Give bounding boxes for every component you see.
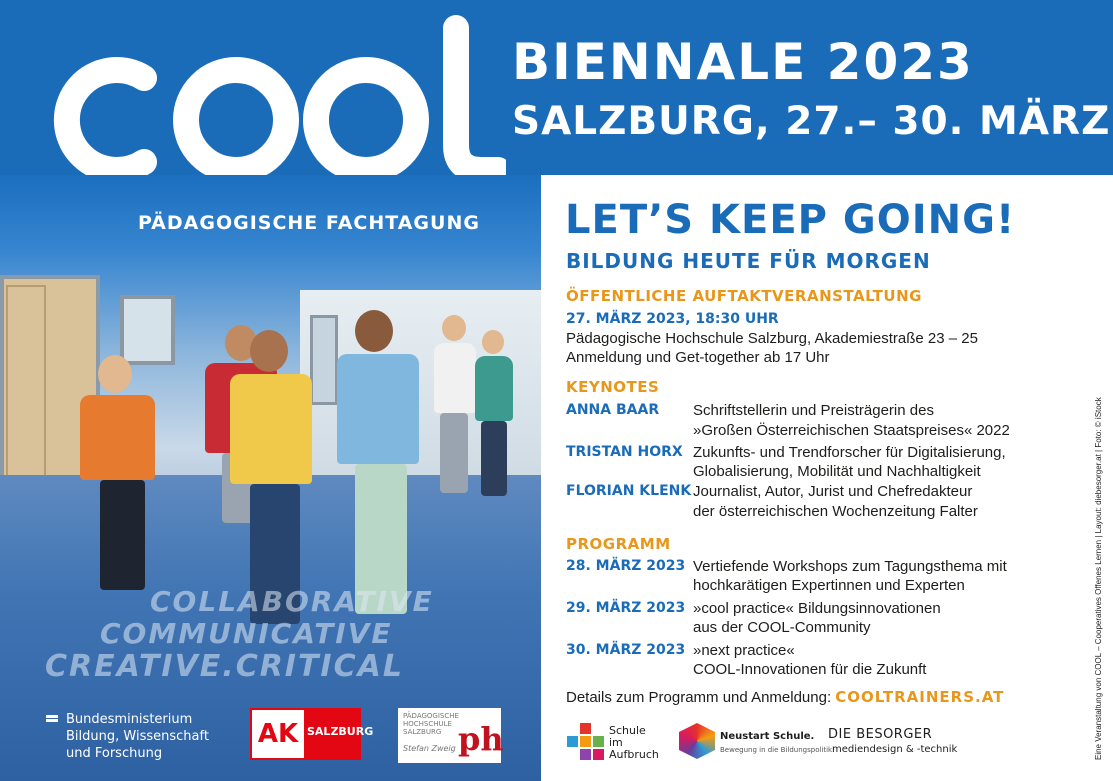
keynote-description: »Großen Österreichischen Staatspreises« 2022 — [693, 422, 1010, 439]
opening-note: Anmeldung und Get-together ab 17 Uhr — [566, 349, 830, 366]
programm-heading: PROGRAMM — [566, 535, 671, 553]
keynotes-heading: KEYNOTES — [566, 378, 660, 396]
neustart-subtitle: Bewegung in die Bildungspolitik! — [720, 746, 835, 754]
event-details-panel — [541, 175, 1113, 781]
cool-logo-mark — [36, 10, 506, 200]
flag-icon — [46, 715, 58, 725]
ph-line: SALZBURG — [403, 728, 442, 736]
neustart-title: Neustart Schule. — [720, 731, 815, 742]
opening-location: Pädagogische Hochschule Salzburg, Akademiestraße 23 – 25 — [566, 330, 978, 347]
keynote-description: Globalisierung, Mobilität und Nachhaltigkeit — [693, 463, 981, 480]
subheadline: BILDUNG HEUTE FÜR MORGEN — [566, 249, 931, 273]
ak-mark: AK — [252, 710, 304, 758]
student-figure — [325, 310, 435, 630]
student-figure — [70, 355, 180, 595]
programm-description: COOL-Innovationen für die Zukunft — [693, 661, 927, 678]
keynote-description: Journalist, Autor, Jurist und Chefredakteur — [693, 483, 973, 500]
wordmark-communicative: COMMUNICATIVE — [100, 617, 393, 650]
ph-signature: Stefan Zweig — [403, 744, 456, 753]
programm-description: »cool practice« Bildungsinnovationen — [693, 600, 941, 617]
besorger-subtitle: mediendesign & -technik — [832, 744, 958, 755]
event-location-date: SALZBURG, 27.– 30. MÄRZ — [512, 99, 1111, 144]
details-text: Details zum Programm und Anmeldung: — [566, 689, 832, 706]
programm-description: »next practice« — [693, 642, 795, 659]
details-line — [566, 688, 1004, 706]
wordmark-collaborative: COLLABORATIVE — [150, 585, 434, 618]
ak-salzburg-logo — [250, 708, 374, 760]
ministry-line: und Forschung — [66, 746, 163, 761]
hero-photo — [0, 175, 541, 781]
sia-line: Schule — [609, 724, 646, 737]
hexagon-icon — [679, 723, 715, 759]
keynote-description: Schriftstellerin und Preisträgerin des — [693, 402, 934, 419]
wordmark-creative-critical: CREATIVE.CRITICAL — [45, 649, 404, 684]
ph-salzburg-logo — [398, 708, 504, 763]
header-band — [0, 0, 1113, 175]
website-link[interactable]: COOLTRAINERS.AT — [835, 688, 1005, 706]
sia-line: im — [609, 736, 623, 749]
conference-tagline: PÄDAGOGISCHE FACHTAGUNG — [138, 212, 480, 234]
ph-mark: ph — [458, 720, 504, 758]
ph-line: PÄDAGOGISCHE — [403, 712, 459, 720]
keynote-name: FLORIAN KLENK — [566, 483, 692, 499]
ph-line: HOCHSCHULE — [403, 720, 452, 728]
keynote-name: TRISTAN HORX — [566, 444, 683, 460]
opening-date: 27. MÄRZ 2023, 18:30 UHR — [566, 311, 779, 327]
opening-heading: ÖFFENTLICHE AUFTAKTVERANSTALTUNG — [566, 287, 922, 305]
ministry-line: Bundesministerium — [66, 712, 193, 727]
ministry-line: Bildung, Wissenschaft — [66, 729, 209, 744]
ak-text: SALZBURG — [307, 725, 374, 738]
programm-description: Vertiefende Workshops zum Tagungsthema mit — [693, 558, 1007, 575]
besorger-title: DIE BESORGER — [828, 727, 933, 742]
programm-description: hochkarätigen Expertinnen und Experten — [693, 577, 965, 594]
grid-icon — [567, 723, 605, 761]
programm-description: aus der COOL-Community — [693, 619, 871, 636]
keynote-name: ANNA BAAR — [566, 402, 660, 418]
programm-date: 28. MÄRZ 2023 — [566, 558, 686, 574]
student-figure — [472, 330, 517, 500]
programm-date: 29. MÄRZ 2023 — [566, 600, 686, 616]
programm-date: 30. MÄRZ 2023 — [566, 642, 686, 658]
keynote-description: Zukunfts- und Trendforscher für Digitalisierung, — [693, 444, 1006, 461]
credit-line: Eine Veranstaltung von COOL – Cooperatives Offenes Lernen | Layout: diebesorger.at | Foto: © iStock — [1094, 397, 1103, 760]
event-title: BIENNALE 2023 — [512, 33, 974, 91]
sia-line: Aufbruch — [609, 748, 659, 761]
headline: LET’S KEEP GOING! — [565, 197, 1016, 243]
keynote-description: der österreichischen Wochenzeitung Falter — [693, 503, 978, 520]
cool-logo — [36, 10, 506, 200]
